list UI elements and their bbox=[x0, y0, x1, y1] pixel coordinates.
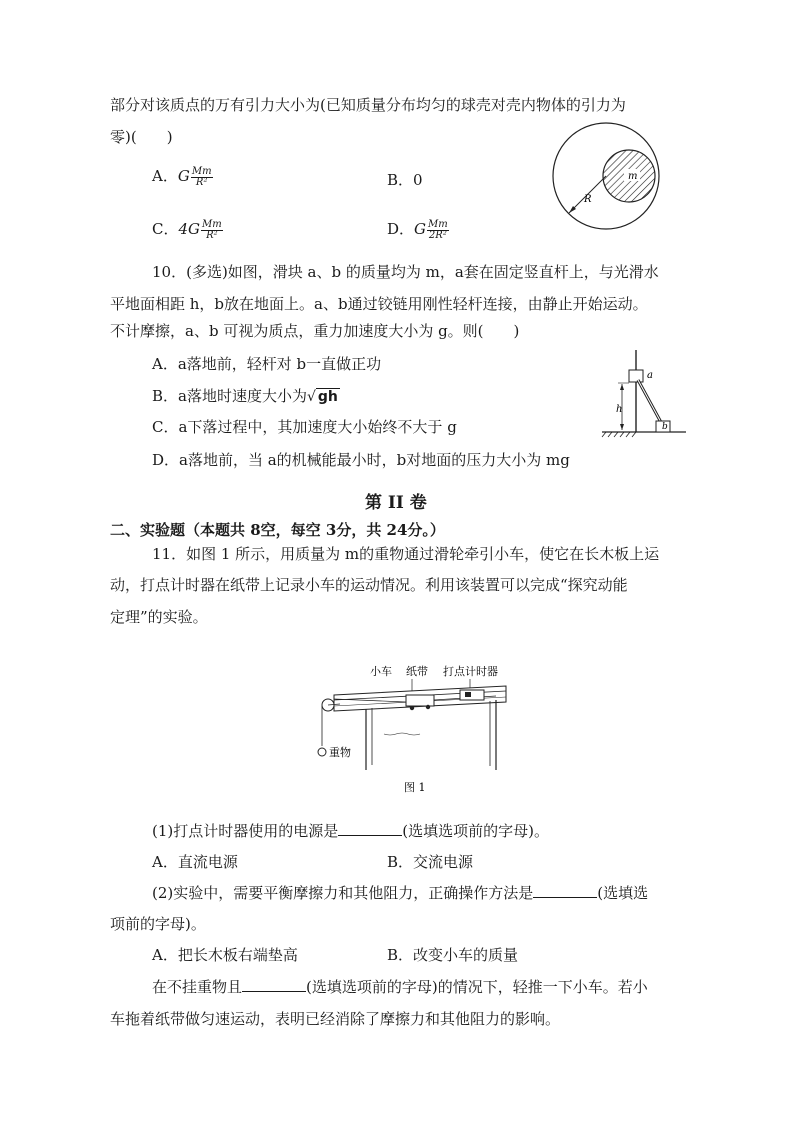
q11-sub1-option-b: B．交流电源 bbox=[387, 853, 474, 871]
answer-blank-3[interactable] bbox=[242, 977, 306, 992]
q10-slider-figure bbox=[598, 346, 690, 440]
q11-sub2-line1: (2)实验中，需要平衡摩擦力和其他阻力，正确操作方法是 (选填选 bbox=[152, 884, 649, 902]
q11-apparatus-figure bbox=[300, 660, 510, 800]
q11-sub2-line2: 项前的字母)。 bbox=[110, 915, 206, 933]
q11-sub2-option-a: A．把长木板右端垫高 bbox=[152, 946, 298, 964]
figure-caption: 图 1 bbox=[404, 781, 426, 794]
q9-option-c: C．4G $\frac{Mm}{\text{R²}}$ bbox=[152, 218, 222, 241]
q11-stem-line2: 动，打点计时器在纸带上记录小车的运动情况。利用该装置可以完成“探究动能 bbox=[110, 576, 628, 594]
q10-stem-line1: 10．(多选)如图，滑块 a、b 的质量均为 m，a套在固定竖直杆上，与光滑水 bbox=[152, 263, 659, 281]
option-coef: G bbox=[177, 167, 190, 185]
svg-text:b: b bbox=[662, 422, 668, 432]
q11-stem-line3: 定理”的实验。 bbox=[110, 608, 208, 626]
q9-option-d: D．G $\frac{Mm}{\text{2R²}}$ bbox=[387, 218, 448, 241]
label-tape: 纸带 bbox=[406, 665, 428, 678]
option-fraction: $\frac{Mm}{\text{R²}}$ bbox=[191, 165, 212, 188]
svg-text:a: a bbox=[647, 370, 653, 381]
q9-stem-line2: 零)( ) bbox=[110, 128, 173, 146]
answer-blank-2[interactable] bbox=[533, 883, 597, 898]
q9-stem-line1: 部分对该质点的万有引力大小为(已知质量分布均匀的球壳对壳内物体的引力为 bbox=[110, 96, 626, 114]
label-timer: 打点计时器 bbox=[443, 665, 498, 678]
q11-sub3-line1: 在不挂重物且 (选填选项前的字母)的情况下，轻推一下小车。若小 bbox=[152, 978, 648, 996]
q11-sub3-line2: 车拖着纸带做匀速运动，表明已经消除了摩擦力和其他阻力的影响。 bbox=[110, 1010, 561, 1028]
label-weight: 重物 bbox=[329, 746, 351, 759]
mass-label: m bbox=[628, 171, 638, 182]
q11-sub1: (1)打点计时器使用的电源是 (选填选项前的字母)。 bbox=[152, 822, 549, 840]
q10-option-d: D．a落地前，当 a的机械能最小时，b对地面的压力大小为 mg bbox=[152, 451, 570, 469]
q10-option-b: B．a落地时速度大小为√ gh bbox=[152, 387, 338, 405]
option-label: A． bbox=[152, 167, 178, 185]
sqrt-gh: gh bbox=[317, 389, 338, 405]
q10-option-c: C．a下落过程中，其加速度大小始终不大于 g bbox=[152, 418, 457, 436]
volume-title: 第 II 卷 bbox=[365, 493, 427, 513]
q11-stem-line1: 11．如图 1 所示，用质量为 m的重物通过滑轮牵引小车，使它在长木板上运 bbox=[152, 545, 660, 563]
q9-sphere-figure bbox=[550, 120, 662, 232]
answer-blank-1[interactable] bbox=[338, 821, 402, 836]
svg-text:h: h bbox=[616, 404, 623, 415]
q10-option-a: A．a落地前，轻杆对 b一直做正功 bbox=[152, 355, 382, 373]
label-car: 小车 bbox=[370, 665, 392, 678]
radius-label: R bbox=[584, 194, 592, 205]
part-title: 二、实验题（本题共 8空，每空 3分，共 24分。） bbox=[110, 521, 445, 539]
q10-stem-line3: 不计摩擦，a、b 可视为质点，重力加速度大小为 g。则( ) bbox=[110, 322, 520, 340]
q11-sub1-option-a: A．直流电源 bbox=[152, 853, 238, 871]
q10-stem-line2: 平地面相距 h，b放在地面上。a、b通过铰链用刚性轻杆连接，由静止开始运动。 bbox=[110, 295, 648, 313]
q11-sub2-option-b: B．改变小车的质量 bbox=[387, 946, 519, 964]
q9-option-b: B．0 bbox=[387, 171, 423, 189]
q9-option-a bbox=[152, 166, 213, 188]
